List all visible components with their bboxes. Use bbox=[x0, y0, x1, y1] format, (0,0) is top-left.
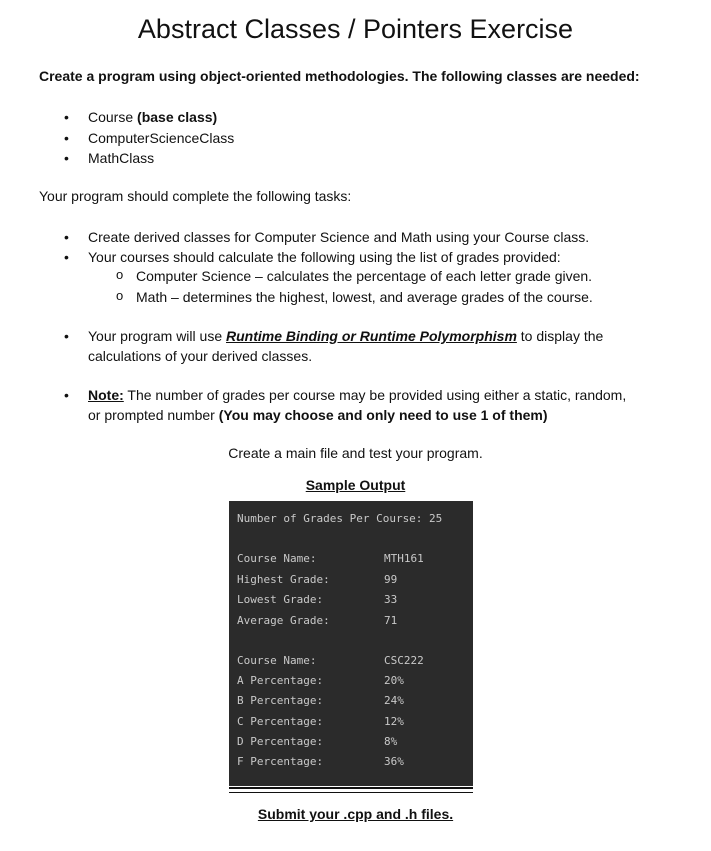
class-note: (base class) bbox=[137, 109, 218, 125]
terminal-value: 20% bbox=[384, 674, 404, 687]
terminal-value: 71 bbox=[384, 614, 398, 627]
submit-instruction: Submit your .cpp and .h files. bbox=[257, 806, 454, 822]
terminal-value: 36% bbox=[384, 755, 404, 768]
class-name: ComputerScienceClass bbox=[88, 130, 235, 146]
binding-text: calculations of your derived classes. bbox=[88, 348, 313, 364]
terminal-value: 8% bbox=[384, 735, 398, 748]
binding-text: Your program will use bbox=[88, 328, 226, 344]
binding-text: to display the bbox=[516, 328, 604, 344]
class-name: MathClass bbox=[88, 150, 155, 166]
intro-text: Create a program using object-oriented methodologies. The following classes are needed: bbox=[39, 68, 640, 84]
list-item: • Create derived classes for Computer Science and Math using your Course class. bbox=[88, 227, 589, 247]
terminal-label: B Percentage: bbox=[237, 694, 324, 707]
terminal-value: 24% bbox=[384, 694, 404, 707]
sample-heading: Sample Output bbox=[305, 477, 406, 493]
list-item bbox=[88, 326, 603, 366]
terminal-value: 99 bbox=[384, 573, 398, 586]
list-item: • Your courses should calculate the following using the list of grades provided: bbox=[88, 247, 561, 267]
terminal-label: C Percentage: bbox=[237, 715, 324, 728]
terminal-header: Number of Grades Per Course: 25 bbox=[237, 512, 443, 525]
terminal-output bbox=[229, 501, 473, 786]
terminal-label: A Percentage: bbox=[237, 674, 324, 687]
note-text: The number of grades per course may be provided using either a static, random, bbox=[123, 387, 627, 403]
terminal-label: Course Name: bbox=[237, 552, 317, 565]
list-item bbox=[88, 107, 217, 127]
note-label: Note: bbox=[88, 387, 124, 403]
list-item bbox=[88, 148, 154, 168]
main-file-text: Create a main file and test your program. bbox=[228, 445, 483, 461]
list-item bbox=[88, 385, 626, 425]
note-text: or prompted number bbox=[88, 407, 219, 423]
terminal-label: F Percentage: bbox=[237, 755, 324, 768]
terminal-label: Average Grade: bbox=[237, 614, 330, 627]
terminal-label: Highest Grade: bbox=[237, 573, 330, 586]
terminal-value: CSC222 bbox=[384, 654, 424, 667]
page-title: Abstract Classes / Pointers Exercise bbox=[137, 14, 574, 44]
tasks-intro: Your program should complete the following tasks: bbox=[39, 188, 352, 204]
terminal-value: 33 bbox=[384, 593, 398, 606]
divider bbox=[229, 787, 473, 789]
terminal-value: MTH161 bbox=[384, 552, 424, 565]
terminal-label: Lowest Grade: bbox=[237, 593, 324, 606]
terminal-label: Course Name: bbox=[237, 654, 317, 667]
divider bbox=[229, 792, 473, 793]
sub-list-item: o Computer Science – calculates the percentage of each letter grade given. bbox=[136, 266, 592, 286]
list-item bbox=[88, 128, 234, 148]
terminal-value: 12% bbox=[384, 715, 404, 728]
sub-list-item: o Math – determines the highest, lowest, and average grades of the course. bbox=[136, 287, 593, 307]
note-emphasis: (You may choose and only need to use 1 of them) bbox=[218, 407, 548, 423]
class-name: Course bbox=[88, 109, 138, 125]
terminal-label: D Percentage: bbox=[237, 735, 324, 748]
binding-emphasis: Runtime Binding or Runtime Polymorphism bbox=[226, 328, 517, 344]
